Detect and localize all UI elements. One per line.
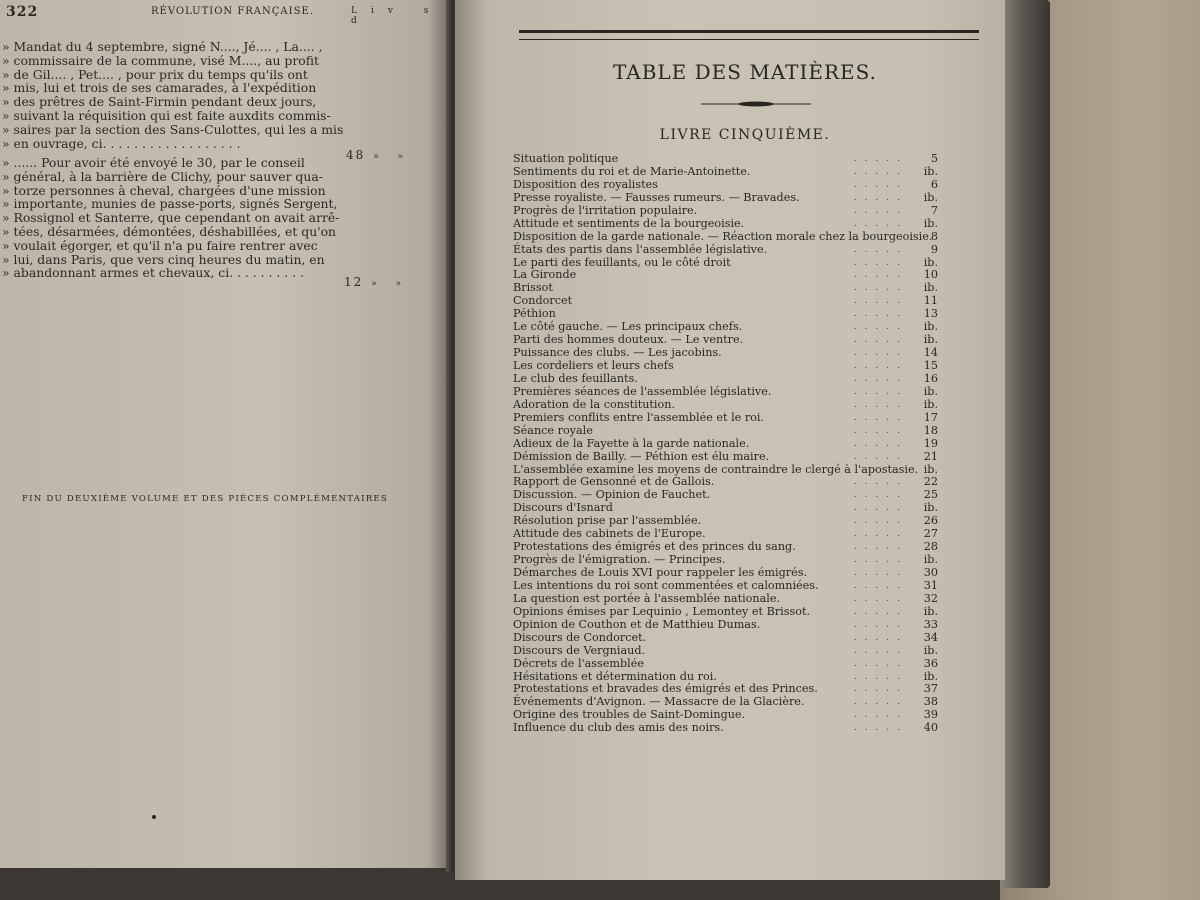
toc-entry-page: ib. bbox=[923, 255, 938, 269]
leader-dots: ..... bbox=[853, 490, 908, 501]
toc-entry-title: Discussion. — Opinion de Fauchet. bbox=[513, 488, 711, 502]
leader-dots: ..... bbox=[853, 166, 908, 177]
toc-entry bbox=[513, 179, 938, 192]
toc-entry-title: Adieux de la Fayette à la garde nationale. bbox=[513, 436, 750, 450]
toc-entry bbox=[513, 619, 938, 632]
leader-dots: ..... bbox=[853, 451, 908, 462]
toc-entry-page: ib. bbox=[923, 553, 938, 567]
toc-entry bbox=[513, 295, 938, 308]
toc-entry-page: ib. bbox=[923, 384, 938, 398]
toc-entry bbox=[513, 192, 938, 205]
toc-entry-title: Premières séances de l'assemblée législative. bbox=[513, 384, 772, 398]
toc-entry-page: 16 bbox=[923, 371, 938, 385]
entry-amount bbox=[346, 148, 411, 162]
toc-entry bbox=[513, 580, 938, 593]
toc-entry-page: ib. bbox=[923, 333, 938, 347]
entry-line: » Rossignol et Santerre, que cependant on avait arrê- bbox=[2, 210, 340, 226]
entry-line: » général, à la barrière de Clichy, pour sauver qua- bbox=[2, 168, 323, 184]
leader-dots: ..... bbox=[853, 529, 908, 540]
toc-entry-page: 18 bbox=[923, 423, 938, 437]
ledger-entry-2 bbox=[2, 156, 347, 280]
toc-entry-page: ib. bbox=[923, 281, 938, 295]
toc-entry-title: Le parti des feuillants, ou le côté droit bbox=[513, 255, 731, 269]
leader-dots: ..... bbox=[853, 296, 908, 307]
toc-entry-page: 5 bbox=[930, 152, 938, 165]
toc-entry-page: 30 bbox=[923, 566, 938, 579]
toc-entry-page: ib. bbox=[923, 164, 938, 178]
leader-dots: ..... bbox=[853, 723, 908, 734]
toc-entry-page: ib. bbox=[923, 669, 938, 683]
entry-line: » suivant la réquisition qui est faite auxdits commis- bbox=[2, 107, 331, 123]
toc-entry-title: Disposition de la garde nationale. — Réaction morale chez la bourgeoisie. bbox=[513, 229, 933, 243]
right-page bbox=[455, 0, 1005, 880]
leader-dots: ..... bbox=[853, 244, 908, 255]
entry-line: » saires par la section des Sans-Culottes, qui les a mis bbox=[2, 121, 344, 137]
toc-entry-title: Attitude et sentiments de la bourgeoisie. bbox=[513, 216, 745, 230]
entry-line: » commissaire de la commune, visé M...., au profit bbox=[2, 52, 319, 68]
leader-dots: ..... bbox=[853, 257, 908, 268]
toc-entry-page: 9 bbox=[930, 242, 938, 256]
entry-line: » torze personnes à cheval, chargées d'une mission bbox=[2, 182, 326, 198]
toc-entry bbox=[513, 399, 938, 412]
toc-entry-page: ib. bbox=[923, 190, 938, 204]
amount-value: 12 bbox=[344, 275, 364, 289]
toc-entry-page: 10 bbox=[923, 268, 938, 282]
leader-dots: ..... bbox=[853, 270, 908, 281]
ink-dot bbox=[152, 815, 156, 819]
leader-dots: ..... bbox=[853, 619, 908, 630]
toc-entry-title: L'assemblée examine les moyens de contraindre le clergé à l'apostasie. bbox=[513, 462, 919, 476]
leader-dots: ..... bbox=[853, 555, 908, 566]
leader-dots: ..... bbox=[853, 438, 908, 449]
toc-entry-page: ib. bbox=[923, 501, 938, 515]
toc-entry-title: Le club des feuillants. bbox=[513, 371, 638, 385]
toc-entry-title: Disposition des royalistes bbox=[513, 177, 658, 191]
toc-entry bbox=[513, 166, 938, 179]
toc-entry-title: Protestations et bravades des émigrés et des Princes. bbox=[513, 682, 818, 696]
toc-entry-page: 6 bbox=[930, 177, 938, 191]
toc-entry-title: Parti des hommes douteux. — Le ventre. bbox=[513, 333, 744, 347]
toc-entry bbox=[513, 205, 938, 218]
toc-entry-title: Démarches de Louis XVI pour rappeler les émigrés. bbox=[513, 566, 808, 579]
leader-dots: ..... bbox=[853, 192, 908, 203]
entry-line: » Mandat du 4 septembre, signé N...., Jé.... , La.... , bbox=[2, 39, 323, 54]
toc-entry-page: 36 bbox=[923, 656, 938, 670]
toc-entry-page: 25 bbox=[923, 488, 938, 502]
toc-entry bbox=[513, 269, 938, 282]
leader-dots: ..... bbox=[853, 412, 908, 423]
toc-entry bbox=[513, 425, 938, 438]
leader-dots: ..... bbox=[853, 477, 908, 488]
toc-entry bbox=[513, 606, 938, 619]
toc-entry-title: Le côté gauche. — Les principaux chefs. bbox=[513, 320, 743, 334]
toc-entry-title: Les intentions du roi sont commentées et calomniées. bbox=[513, 578, 819, 592]
toc-entry-title: Origine des troubles de Saint-Domingue. bbox=[513, 708, 746, 722]
toc-entry bbox=[513, 231, 938, 244]
toc-entry-page: 38 bbox=[923, 695, 938, 709]
ornament-divider bbox=[701, 100, 811, 108]
entry-line: » ...... Pour avoir été envoyé le 30, par le conseil bbox=[2, 155, 305, 170]
leader-dots: ..... bbox=[853, 386, 908, 397]
leader-dots: ..... bbox=[853, 658, 908, 669]
leader-dots: ..... bbox=[853, 568, 908, 578]
leader-dots: ..... bbox=[853, 218, 908, 229]
toc-entry-page: ib. bbox=[923, 643, 938, 657]
running-header: RÉVOLUTION FRANÇAISE. bbox=[151, 6, 314, 17]
book-cover-edge bbox=[1000, 0, 1050, 888]
toc-entry-page: 37 bbox=[923, 682, 938, 696]
toc-entry bbox=[513, 360, 938, 373]
toc-entry-title: Progrès de l'irritation populaire. bbox=[513, 203, 698, 217]
toc-entry-page: ib. bbox=[923, 462, 938, 476]
toc-entry-title: Les cordeliers et leurs chefs bbox=[513, 359, 674, 372]
toc-entry-page: 8 bbox=[930, 229, 938, 243]
toc-entry-page: 26 bbox=[923, 514, 938, 528]
page-number: 322 bbox=[6, 4, 39, 20]
toc-entry-title: Discours d'Isnard bbox=[513, 501, 613, 515]
toc-entry bbox=[513, 218, 938, 231]
toc-entry-title: Opinion de Couthon et de Matthieu Dumas. bbox=[513, 617, 761, 631]
toc-entry-title: Attitude des cabinets de l'Europe. bbox=[513, 527, 706, 541]
leader-dots: ..... bbox=[853, 335, 908, 346]
leader-dots: ..... bbox=[853, 322, 908, 333]
leader-dots: ..... bbox=[853, 503, 908, 514]
toc-entry-title: Sentiments du roi et de Marie-Antoinette. bbox=[513, 164, 751, 178]
toc-entry-title: Condorcet bbox=[513, 294, 573, 308]
toc-entry-page: 34 bbox=[923, 630, 938, 644]
toc-entry-page: 22 bbox=[923, 475, 938, 489]
toc-entry-page: 14 bbox=[923, 346, 938, 360]
amount-extra: » » bbox=[373, 152, 412, 162]
toc-entry-title: Adoration de la constitution. bbox=[513, 397, 676, 411]
toc-entry-title: Démission de Bailly. — Péthion est élu maire. bbox=[513, 449, 770, 463]
toc-entry-page: 40 bbox=[923, 721, 938, 735]
leader-dots: ..... bbox=[853, 542, 908, 553]
entry-line: » tées, désarmées, démontées, déshabillées, et qu'on bbox=[2, 223, 337, 239]
leader-dots: ..... bbox=[853, 671, 908, 682]
toc-entry-title: Rapport de Gensonné et de Gallois. bbox=[513, 475, 715, 489]
toc-entry-page: 39 bbox=[923, 708, 938, 722]
leader-dots: ..... bbox=[853, 516, 908, 527]
toc-entry bbox=[513, 282, 938, 295]
leader-dots: ..... bbox=[853, 697, 908, 708]
toc-entry-title: Progrès de l'émigration. — Principes. bbox=[513, 553, 726, 567]
amount-value: 48 bbox=[346, 148, 366, 162]
leader-dots: ..... bbox=[853, 309, 908, 320]
toc-entry-title: Situation politique bbox=[513, 152, 619, 165]
toc-entry-page: 33 bbox=[923, 617, 938, 631]
toc-entry bbox=[513, 722, 938, 735]
toc-entry-page: ib. bbox=[923, 604, 938, 618]
entry-line: » mis, lui et trois de ses camarades, à l'expédition bbox=[2, 80, 317, 96]
toc-entry-page: 13 bbox=[923, 307, 938, 321]
leader-dots: ..... bbox=[853, 425, 908, 436]
toc-entry bbox=[513, 257, 938, 270]
left-page-header bbox=[6, 4, 446, 34]
leader-dots: ..... bbox=[853, 205, 908, 216]
toc-entry-title: Presse royaliste. — Fausses rumeurs. — Bravades. bbox=[513, 190, 800, 204]
leader-dots: ..... bbox=[853, 580, 908, 591]
leader-dots: ..... bbox=[853, 179, 908, 190]
toc-entry-title: Décrets de l'assemblée bbox=[513, 656, 644, 670]
toc-entry-title: Discours de Vergniaud. bbox=[513, 643, 646, 657]
toc-entry-title: Brissot bbox=[513, 281, 553, 295]
leader-dots: ..... bbox=[853, 373, 908, 384]
page-title: TABLE DES MATIÈRES. bbox=[613, 60, 877, 84]
entry-line: » des prêtres de Saint-Firmin pendant deux jours, bbox=[2, 94, 317, 110]
toc-entry-title: États des partis dans l'assemblée législative. bbox=[513, 242, 768, 256]
leader-dots: ..... bbox=[853, 399, 908, 410]
toc-entry bbox=[513, 593, 938, 606]
toc-entry bbox=[513, 373, 938, 386]
toc-entry-page: 27 bbox=[923, 527, 938, 541]
leader-dots: ..... bbox=[853, 154, 908, 164]
toc-entry bbox=[513, 153, 938, 166]
toc-entry bbox=[513, 567, 938, 580]
leader-dots: ..... bbox=[853, 348, 908, 359]
entry-line: » abandonnant armes et chevaux, ci. . . . . . . . . . bbox=[2, 265, 305, 281]
section-title: LIVRE CINQUIÈME. bbox=[659, 127, 831, 143]
toc-entry-title: Péthion bbox=[513, 307, 556, 321]
ledger-entry-1 bbox=[2, 40, 347, 150]
toc-entry-page: ib. bbox=[923, 216, 938, 230]
toc-entry-title: La Gironde bbox=[513, 268, 577, 282]
toc-entry bbox=[513, 438, 938, 451]
toc-entry-page: 32 bbox=[923, 591, 938, 605]
leader-dots: ..... bbox=[853, 632, 908, 643]
entry-line: » en ouvrage, ci. . . . . . . . . . . . . . . . . . bbox=[2, 135, 241, 151]
leader-dots: ..... bbox=[853, 684, 908, 695]
left-page bbox=[0, 0, 450, 868]
toc-entry bbox=[513, 645, 938, 658]
toc-entry-page: ib. bbox=[923, 397, 938, 411]
toc-entry-title: Puissance des clubs. — Les jacobins. bbox=[513, 346, 722, 360]
toc-entry-title: Influence du club des amis des noirs. bbox=[513, 721, 724, 735]
end-of-volume-note: FIN DU DEUXIÈME VOLUME ET DES PIÈCES COMPLÉMENTAIRES bbox=[22, 494, 388, 504]
amount-extra: » » bbox=[371, 279, 410, 289]
entry-line: » importante, munies de passe-ports, signés Sergent, bbox=[2, 196, 338, 212]
toc-entry-title: Événements d'Avignon. — Massacre de la Glacière. bbox=[513, 695, 805, 709]
toc-list bbox=[513, 153, 938, 735]
toc-entry-page: 31 bbox=[923, 578, 938, 592]
entry-line: » de Gil.... , Pet.... , pour prix du temps qu'ils ont bbox=[2, 66, 308, 82]
toc-entry-title: Premiers conflits entre l'assemblée et le roi. bbox=[513, 410, 765, 424]
toc-entry-page: 11 bbox=[923, 294, 938, 308]
toc-entry bbox=[513, 412, 938, 425]
leader-dots: ..... bbox=[853, 283, 908, 294]
toc-entry-title: Hésitations et détermination du roi. bbox=[513, 669, 717, 683]
toc-entry bbox=[513, 386, 938, 399]
toc-entry bbox=[513, 658, 938, 671]
toc-entry-page: 21 bbox=[923, 449, 938, 463]
toc-entry-page: 19 bbox=[923, 436, 938, 450]
toc-entry-page: ib. bbox=[923, 320, 938, 334]
leader-dots: ..... bbox=[853, 606, 908, 617]
toc-entry bbox=[513, 244, 938, 257]
entry-line: » lui, dans Paris, que vers cinq heures du matin, en bbox=[2, 251, 325, 267]
entry-line: » voulait égorger, et qu'il n'a pu faire rentrer avec bbox=[2, 237, 318, 253]
leader-dots: ..... bbox=[853, 361, 908, 371]
toc-entry bbox=[513, 451, 938, 464]
toc-entry-title: Discours de Condorcet. bbox=[513, 630, 647, 644]
toc-entry-title: Protestations des émigrés et des princes du sang. bbox=[513, 540, 796, 554]
toc-entry-page: 17 bbox=[923, 410, 938, 424]
header-rule bbox=[519, 30, 979, 40]
entry-amount bbox=[344, 275, 409, 289]
leader-dots: ..... bbox=[853, 710, 908, 721]
toc-entry bbox=[513, 632, 938, 645]
toc-entry-title: Résolution prise par l'assemblée. bbox=[513, 514, 702, 528]
toc-entry-page: 7 bbox=[930, 203, 938, 217]
toc-entry-page: 28 bbox=[923, 540, 938, 554]
leader-dots: ..... bbox=[853, 645, 908, 656]
toc-entry-title: La question est portée à l'assemblée nationale. bbox=[513, 591, 781, 605]
toc-entry-title: Séance royale bbox=[513, 423, 593, 437]
toc-entry-title: Opinions émises par Lequinio , Lemontey et Brissot. bbox=[513, 604, 810, 618]
toc-entry-page: 15 bbox=[923, 359, 938, 372]
column-headings: Liv s d bbox=[351, 6, 443, 26]
leader-dots: ..... bbox=[853, 593, 908, 604]
